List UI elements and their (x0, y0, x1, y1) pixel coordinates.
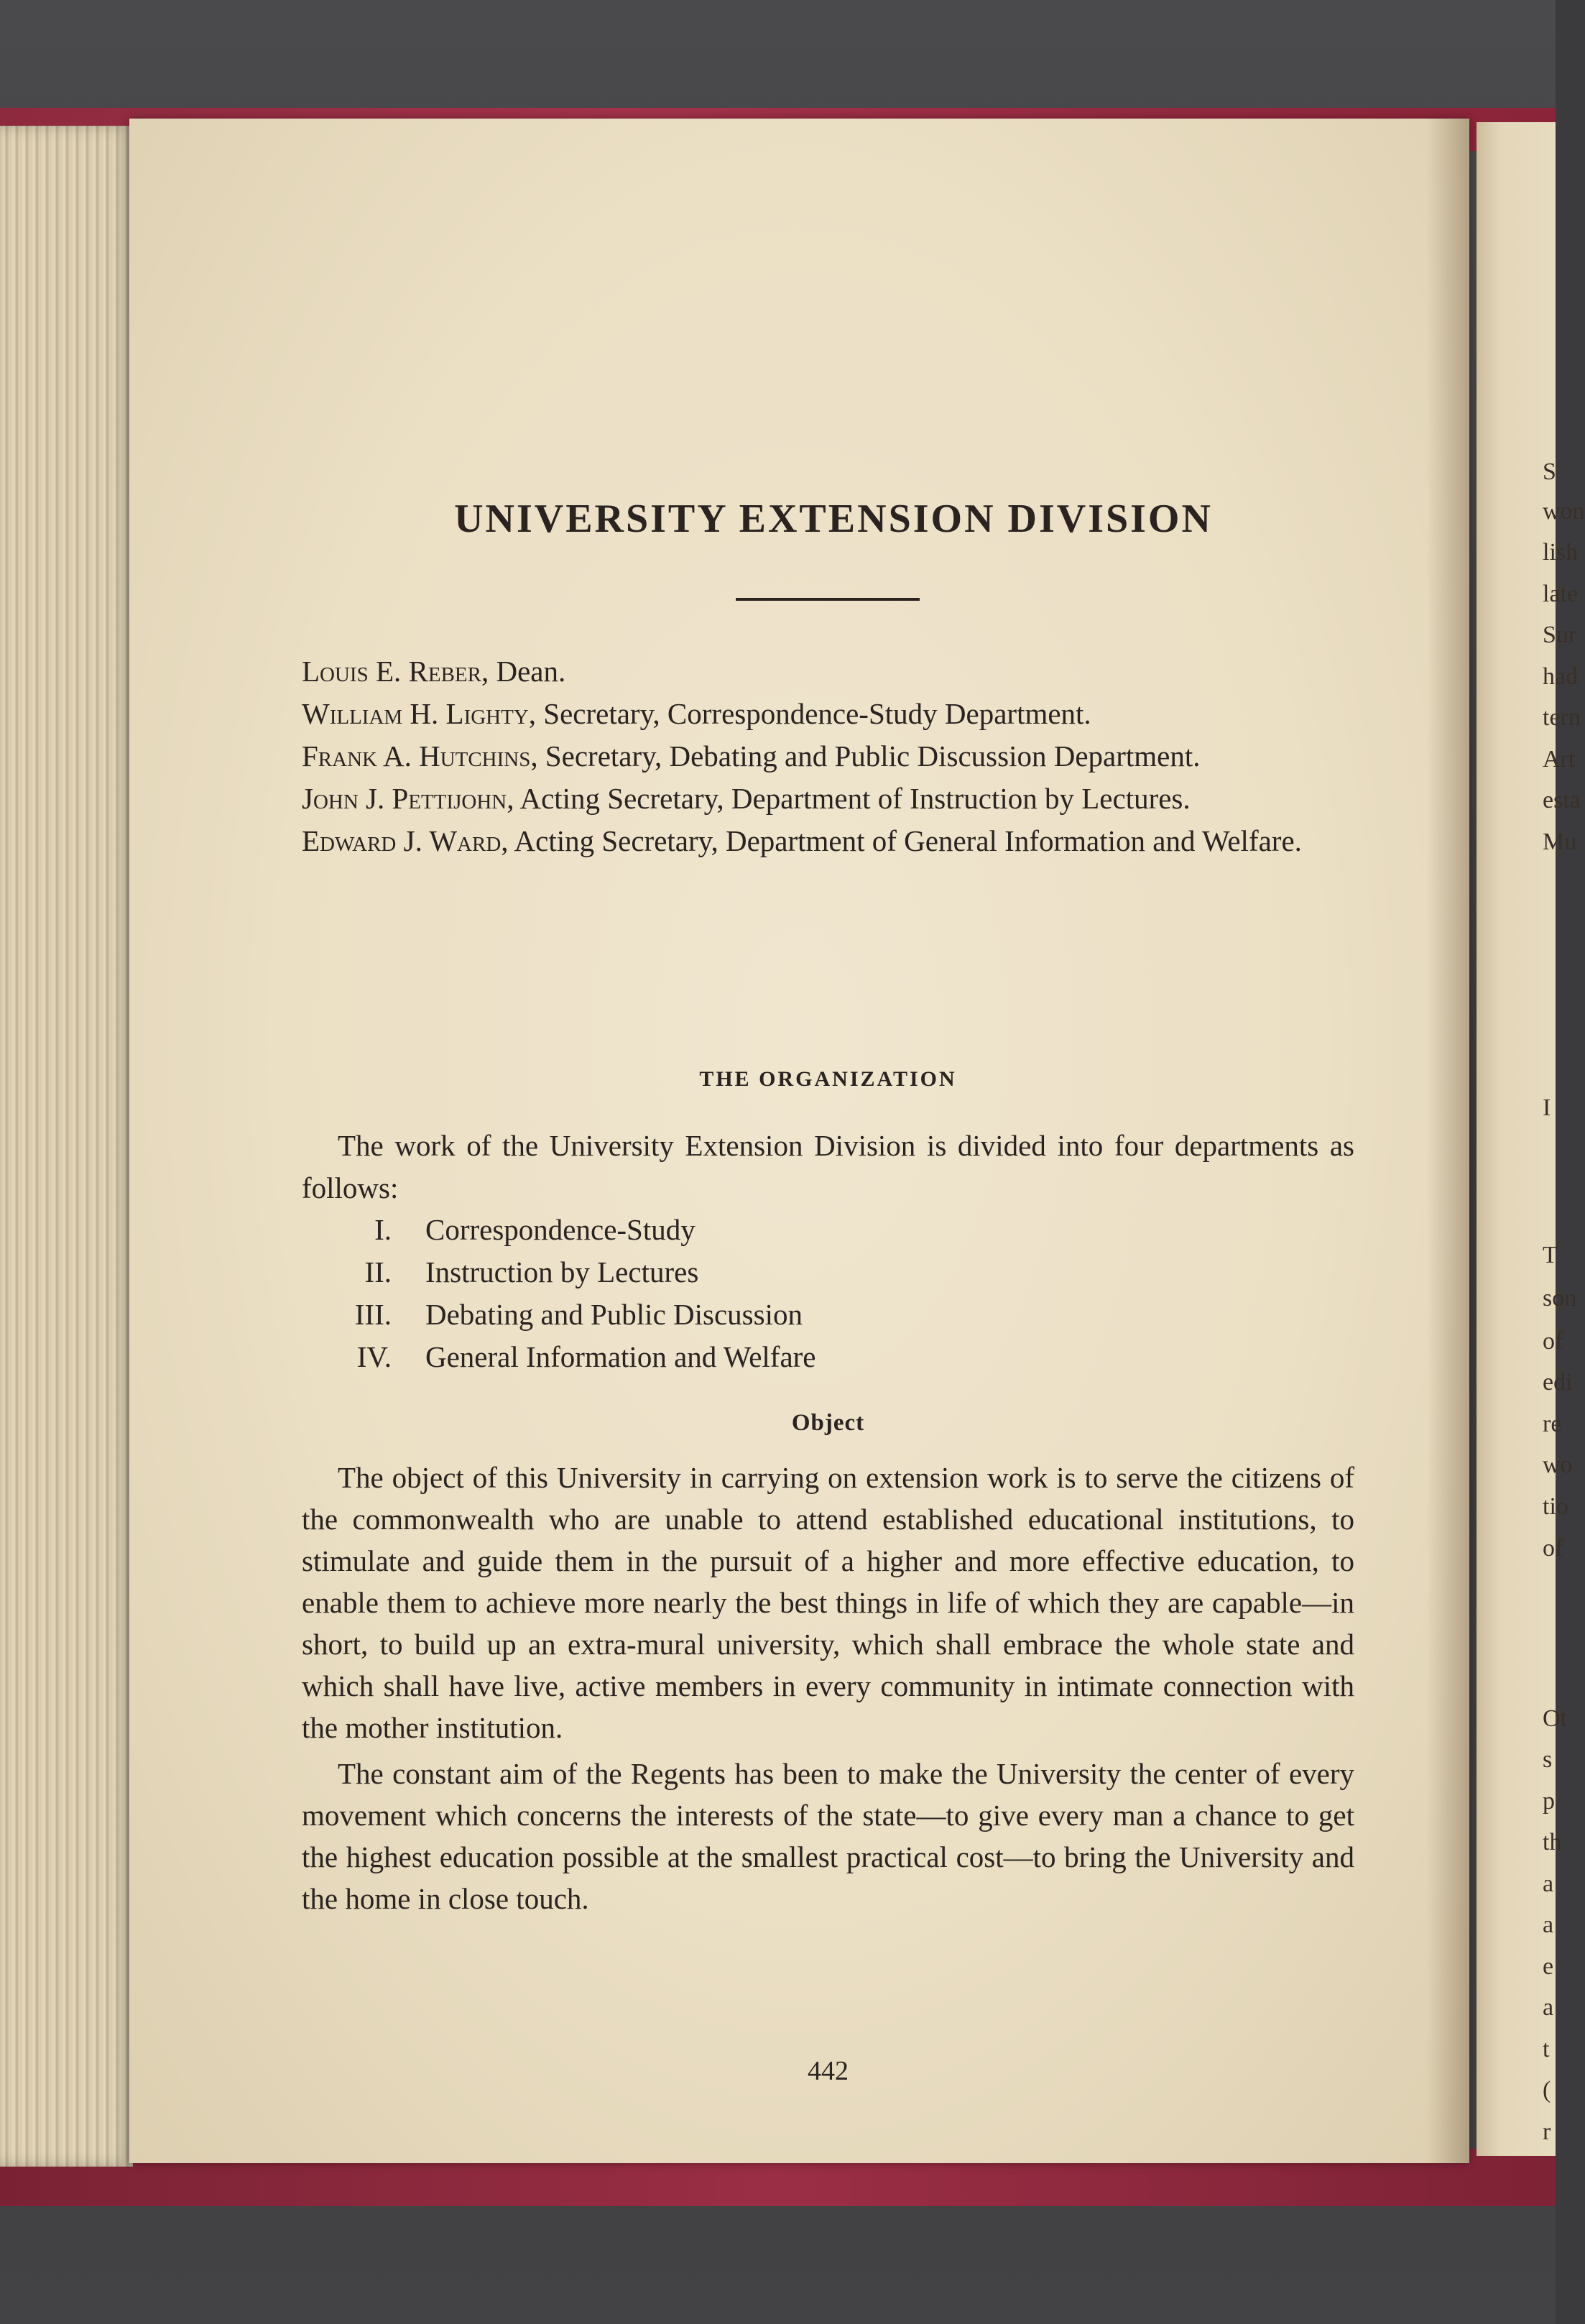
adjacent-page-fragment: T (1543, 1242, 1558, 1268)
adjacent-page-fragment: wo (1543, 1452, 1573, 1478)
adjacent-page-fragment: t (1543, 2036, 1550, 2062)
adjacent-page-fragment: Art (1543, 746, 1576, 773)
object-heading: Object (791, 1410, 865, 1436)
officer-name: John J. Pettijohn, (302, 782, 514, 815)
adjacent-page-fragment: r (1543, 2118, 1551, 2145)
adjacent-page-fragment: s (1543, 1746, 1553, 1773)
adjacent-page-fragment: had (1543, 663, 1579, 690)
adjacent-page-fragment: a (1543, 1994, 1554, 2021)
officer-role: Acting Secretary, Department of General Information and Welfare. (514, 824, 1302, 857)
department-label: Debating and Public Discussion (425, 1298, 803, 1331)
officer-entry (302, 735, 1354, 778)
adjacent-page (1477, 122, 1585, 2156)
adjacent-page-fragment: ( (1543, 2077, 1551, 2103)
department-item (302, 1251, 1354, 1294)
officer-role: Acting Secretary, Department of Instruction by Lectures. (519, 782, 1191, 815)
adjacent-page-fragment: of (1543, 1535, 1563, 1562)
adjacent-page-fragment: Mu (1543, 829, 1577, 855)
officer-role: Dean. (496, 655, 566, 688)
adjacent-page-fragment: I (1543, 1094, 1551, 1121)
adjacent-page-fragment: re (1543, 1411, 1562, 1437)
adjacent-page-fragment: p (1543, 1788, 1555, 1815)
officer-role: Secretary, Debating and Public Discussion Department. (545, 739, 1201, 773)
organization-heading: THE ORGANIZATION (699, 1067, 957, 1091)
department-number: II. (364, 1255, 392, 1288)
adjacent-page-fragment: won (1543, 498, 1585, 525)
department-label: Instruction by Lectures (425, 1255, 699, 1288)
department-item (302, 1294, 1354, 1336)
adjacent-page-fragment: e (1543, 1953, 1554, 1980)
department-label: General Information and Welfare (425, 1340, 816, 1373)
department-number: I. (374, 1213, 392, 1246)
officer-role: Secretary, Correspondence-Study Department. (543, 697, 1091, 730)
department-item (302, 1209, 1354, 1251)
officer-name: William H. Lighty, (302, 697, 537, 730)
adjacent-page-fragment: Sur (1543, 622, 1577, 648)
adjacent-page-fragment: late (1543, 581, 1579, 607)
officer-name: Louis E. Reber, (302, 655, 489, 688)
department-number: IV. (356, 1340, 392, 1373)
object-paragraph: The object of this University in carrying on extension work is to serve the citizens of the commonwealth who are unable to attend established educational institutions, to stimulate and guide them in the pursuit of a higher and more effective education, to enable them to achieve more nearly the best things in life of which they are capable—in short, to build up an extra-mural university, which shall embrace the whole state and which shall have live, active members in every community in intimate connection with the mother institution. (302, 1461, 1354, 1744)
adjacent-page-fragment: lish (1543, 539, 1579, 566)
department-label: Correspondence-Study (425, 1213, 696, 1246)
officers-list (302, 650, 1354, 862)
adjacent-page-fragment: tio (1543, 1493, 1568, 1520)
adjacent-page-fragment: S (1543, 458, 1556, 485)
officer-entry (302, 778, 1354, 820)
adjacent-page-fragment: th (1543, 1829, 1562, 1855)
officer-name: Frank A. Hutchins, (302, 739, 538, 773)
adjacent-page-fragment: tern (1543, 704, 1581, 731)
adjacent-page-fragment: of (1543, 1328, 1563, 1355)
gutter-shadow (1426, 119, 1469, 2163)
officer-entry (302, 693, 1354, 735)
organization-intro: The work of the University Extension Division is divided into four departments as follows: (302, 1129, 1354, 1204)
officer-name: Edward J. Ward, (302, 824, 509, 857)
adjacent-page-fragment: Ot (1543, 1705, 1567, 1732)
book-page-edges (0, 126, 133, 2167)
page-number: 442 (808, 2056, 849, 2086)
adjacent-page-fragment: son (1543, 1285, 1577, 1311)
departments-list (302, 1209, 1354, 1378)
adjacent-page-fragment: edi (1543, 1369, 1573, 1396)
department-item (302, 1336, 1354, 1378)
title-rule (736, 598, 920, 601)
department-number: III. (354, 1298, 392, 1331)
page-title: UNIVERSITY EXTENSION DIVISION (454, 497, 1213, 541)
adjacent-page-fragment: esta (1543, 787, 1581, 813)
officer-entry (302, 650, 1354, 693)
adjacent-page-fragment: a (1543, 1912, 1554, 1938)
object-section (302, 1457, 1354, 1924)
object-paragraph: The constant aim of the Regents has been to make the University the center of every movement which concerns the interests of the state—to give every man a chance to get the highest education possible at the smallest practical cost—to bring the University and the home in close touch. (302, 1757, 1354, 1915)
adjacent-page-fragment: a (1543, 1871, 1554, 1897)
officer-entry (302, 820, 1354, 862)
